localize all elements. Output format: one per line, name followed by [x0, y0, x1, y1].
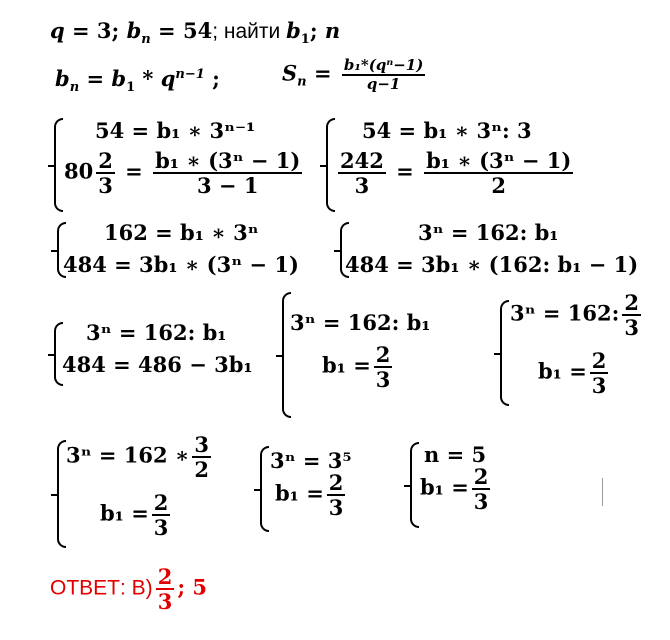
system-10-brace — [410, 442, 419, 528]
system-6-row-2: b₁ = $\frac{2}{3}$ — [322, 342, 391, 392]
system-10-row-2: b₁ = $\frac{2}{3}$ — [420, 464, 489, 514]
formula-bn: $b_n = b_1 * q^{n-1}$ ; — [55, 66, 220, 96]
formula-sn: $S_n$ = $\frac{\text{b₁*(qⁿ−1)}}{q-1}$ — [282, 56, 424, 93]
system-8-row-1: 3ⁿ = 162 ∗ $\frac{3}{2}$ — [66, 432, 210, 482]
system-7-brace — [500, 300, 509, 406]
system-9-brace — [260, 446, 269, 532]
sn-fraction: $\frac{\text{b₁*(qⁿ−1)}}{q-1}$ — [343, 56, 424, 93]
text-cursor — [602, 478, 603, 506]
system-5-row-2: 484 = 486 − 3b₁ — [62, 352, 253, 377]
system-10-row-1: n = 5 — [424, 442, 487, 467]
system-1-brace — [54, 118, 63, 212]
system-4-row-1: 3ⁿ = 162: b₁ — [418, 220, 559, 245]
system-5-row-1: 3ⁿ = 162: b₁ — [86, 320, 227, 345]
system-1-row-2: 80 $\frac{2}{3}$ = $\frac{\text{b₁ ∗ (3ⁿ − 1)}}{3 - 1}$ — [64, 148, 301, 198]
system-6-row-1: 3ⁿ = 162: b₁ — [290, 310, 431, 335]
system-7-row-1: 3ⁿ = 162: $\frac{2}{3}$ — [510, 290, 639, 340]
system-9-row-1: 3ⁿ = 3⁵ — [270, 448, 352, 473]
system-9-row-2: b₁ = $\frac{2}{3}$ — [275, 470, 344, 520]
system-4-row-2: 484 = 3b₁ ∗ (162: b₁ − 1) — [345, 252, 639, 277]
system-8-row-2: b₁ = $\frac{2}{3}$ — [100, 490, 169, 540]
answer: ОТВЕТ: В) $\frac{2}{3}$ ; 5 — [50, 564, 207, 614]
system-2-brace — [326, 118, 335, 212]
system-3-row-2: 484 = 3b₁ ∗ (3ⁿ − 1) — [63, 252, 299, 277]
problem-statement: q = 3; $b_n = 54$; найти $b_1$; n — [50, 18, 341, 48]
system-2-row-2: $\frac{242}{3}$ = $\frac{\text{b₁ ∗ (3ⁿ − 1)}}{2}$ — [340, 148, 572, 198]
system-8-brace — [57, 440, 66, 548]
system-7-row-2: b₁ = $\frac{2}{3}$ — [538, 348, 607, 398]
system-1-row-1: 54 = b₁ ∗ 3ⁿ⁻¹ — [95, 118, 256, 143]
system-2-row-1: 54 = b₁ ∗ 3ⁿ: 3 — [362, 118, 532, 143]
system-3-row-1: 162 = b₁ ∗ 3ⁿ — [104, 220, 259, 245]
